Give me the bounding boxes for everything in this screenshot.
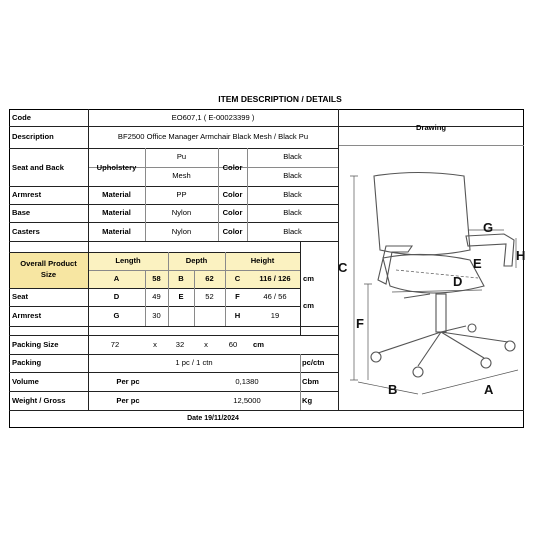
row-line bbox=[9, 372, 338, 373]
drawing-letter-a: A bbox=[484, 382, 494, 397]
letter-h: H bbox=[234, 311, 241, 320]
drawing-label: Drawing bbox=[416, 123, 446, 132]
seat-length: 49 bbox=[152, 292, 161, 301]
caster bbox=[413, 367, 423, 377]
seat-depth: 52 bbox=[205, 292, 214, 301]
color-value: Black bbox=[283, 152, 302, 161]
drawing-letter-f: F bbox=[356, 316, 364, 331]
base-label: Base bbox=[12, 208, 31, 217]
armrest-label: Armrest bbox=[12, 190, 42, 199]
caster bbox=[371, 352, 381, 362]
letter-c: C bbox=[234, 274, 241, 283]
dims-unit: cm bbox=[303, 301, 314, 310]
row-line bbox=[9, 252, 300, 253]
volume-value: 0,1380 bbox=[235, 377, 259, 386]
letter-e: E bbox=[178, 292, 184, 301]
row-line bbox=[9, 391, 338, 392]
casters-material: Nylon bbox=[171, 227, 192, 236]
caster bbox=[481, 358, 491, 368]
row-line bbox=[338, 145, 524, 146]
dim-line-e bbox=[396, 270, 478, 278]
material-label: Material bbox=[102, 190, 131, 199]
color-label: Color bbox=[222, 190, 243, 199]
row-line bbox=[9, 410, 524, 411]
color-value: Black bbox=[283, 171, 302, 180]
depth-header: Depth bbox=[185, 256, 208, 265]
backrest bbox=[374, 173, 470, 256]
col-line bbox=[300, 354, 301, 410]
volume-unit: Cbm bbox=[302, 377, 319, 386]
col-line bbox=[300, 241, 301, 335]
seat-label: Seat bbox=[12, 292, 29, 301]
color-label: Color bbox=[222, 208, 243, 217]
lever bbox=[404, 294, 430, 298]
weight-per: Per pc bbox=[116, 396, 140, 405]
row-line bbox=[9, 204, 338, 205]
drawing-letter-g: G bbox=[483, 220, 494, 235]
dim-line-a bbox=[422, 370, 518, 394]
caster bbox=[468, 324, 476, 332]
seat-height: 46 / 56 bbox=[263, 292, 287, 301]
packing-size-unit: cm bbox=[253, 340, 264, 349]
upholstery-label: Upholstery bbox=[96, 163, 137, 172]
color-label: Color bbox=[222, 227, 243, 236]
color-label: Color bbox=[222, 163, 243, 172]
letter-a: A bbox=[113, 274, 120, 283]
caster bbox=[505, 341, 515, 351]
overall-unit: cm bbox=[303, 274, 314, 283]
material-label: Material bbox=[102, 208, 131, 217]
packing-height: 60 bbox=[228, 340, 238, 349]
height-header: Height bbox=[250, 256, 275, 265]
armrest-height: 19 bbox=[270, 311, 280, 320]
separator: x bbox=[153, 340, 157, 349]
drawing-letter-d: D bbox=[453, 274, 463, 289]
drawing-letter-h: H bbox=[516, 248, 526, 263]
row-line bbox=[9, 186, 338, 187]
armrest-length: 30 bbox=[152, 311, 161, 320]
overall-size-label-2: Size bbox=[40, 270, 57, 279]
base-color: Black bbox=[283, 208, 302, 217]
material-mesh: Mesh bbox=[172, 171, 191, 180]
description-value: BF2500 Office Manager Armchair Black Mesh / Black Pu bbox=[117, 132, 309, 141]
base-legs bbox=[378, 326, 508, 366]
depth-value: 62 bbox=[205, 274, 214, 283]
date: Date 19/11/2024 bbox=[187, 415, 239, 422]
dim-line-f bbox=[364, 284, 372, 380]
base-material: Nylon bbox=[171, 208, 192, 217]
packing-size-label: Packing Size bbox=[12, 340, 59, 349]
row-line bbox=[9, 148, 338, 149]
letter-d: D bbox=[113, 292, 120, 301]
weight-value: 12,5000 bbox=[233, 396, 261, 405]
armrest-color: Black bbox=[283, 190, 302, 199]
armrest-dims-label: Armrest bbox=[12, 311, 42, 320]
packing-length: 72 bbox=[110, 340, 120, 349]
row-line bbox=[9, 222, 338, 223]
drawing-letter-b: B bbox=[388, 382, 398, 397]
volume-label: Volume bbox=[12, 377, 39, 386]
separator: x bbox=[204, 340, 208, 349]
code-label: Code bbox=[12, 113, 31, 122]
overall-size-label: Overall Product bbox=[20, 259, 77, 268]
code-value: EO607,1 ( E-00023399 ) bbox=[171, 113, 255, 122]
packing-unit: pc/ctn bbox=[302, 358, 325, 367]
packing-label: Packing bbox=[12, 358, 42, 367]
weight-unit: Kg bbox=[302, 396, 313, 405]
height-value: 116 / 126 bbox=[259, 274, 291, 283]
chair-drawing bbox=[338, 160, 524, 395]
drawing-letter-c: C bbox=[338, 260, 348, 275]
packing-depth: 32 bbox=[175, 340, 185, 349]
letter-f: F bbox=[235, 292, 240, 301]
letter-g: G bbox=[113, 311, 120, 320]
row-line bbox=[9, 354, 338, 355]
armrest-material: PP bbox=[176, 190, 187, 199]
packing-value: 1 pc / 1 ctn bbox=[175, 358, 213, 367]
volume-per: Per pc bbox=[116, 377, 140, 386]
gas-lift bbox=[436, 294, 446, 332]
row-line bbox=[9, 326, 338, 327]
armrest-left bbox=[378, 246, 412, 284]
casters-color: Black bbox=[283, 227, 302, 236]
length-value: 58 bbox=[152, 274, 161, 283]
drawing-letter-e: E bbox=[473, 256, 482, 271]
material-label: Material bbox=[102, 227, 131, 236]
dim-line-c bbox=[350, 176, 358, 380]
seat-back-label: Seat and Back bbox=[12, 163, 64, 172]
casters-label: Casters bbox=[12, 227, 40, 236]
row-line bbox=[9, 306, 300, 307]
letter-b: B bbox=[178, 274, 184, 283]
row-line bbox=[9, 241, 338, 242]
row-line bbox=[9, 288, 300, 289]
sheet-title: ITEM DESCRIPTION / DETAILS bbox=[218, 94, 342, 104]
row-line bbox=[9, 335, 338, 336]
weight-label: Weight / Gross bbox=[12, 396, 66, 405]
length-header: Length bbox=[115, 256, 141, 265]
material-pu: Pu bbox=[176, 152, 187, 161]
description-label: Description bbox=[12, 132, 54, 141]
